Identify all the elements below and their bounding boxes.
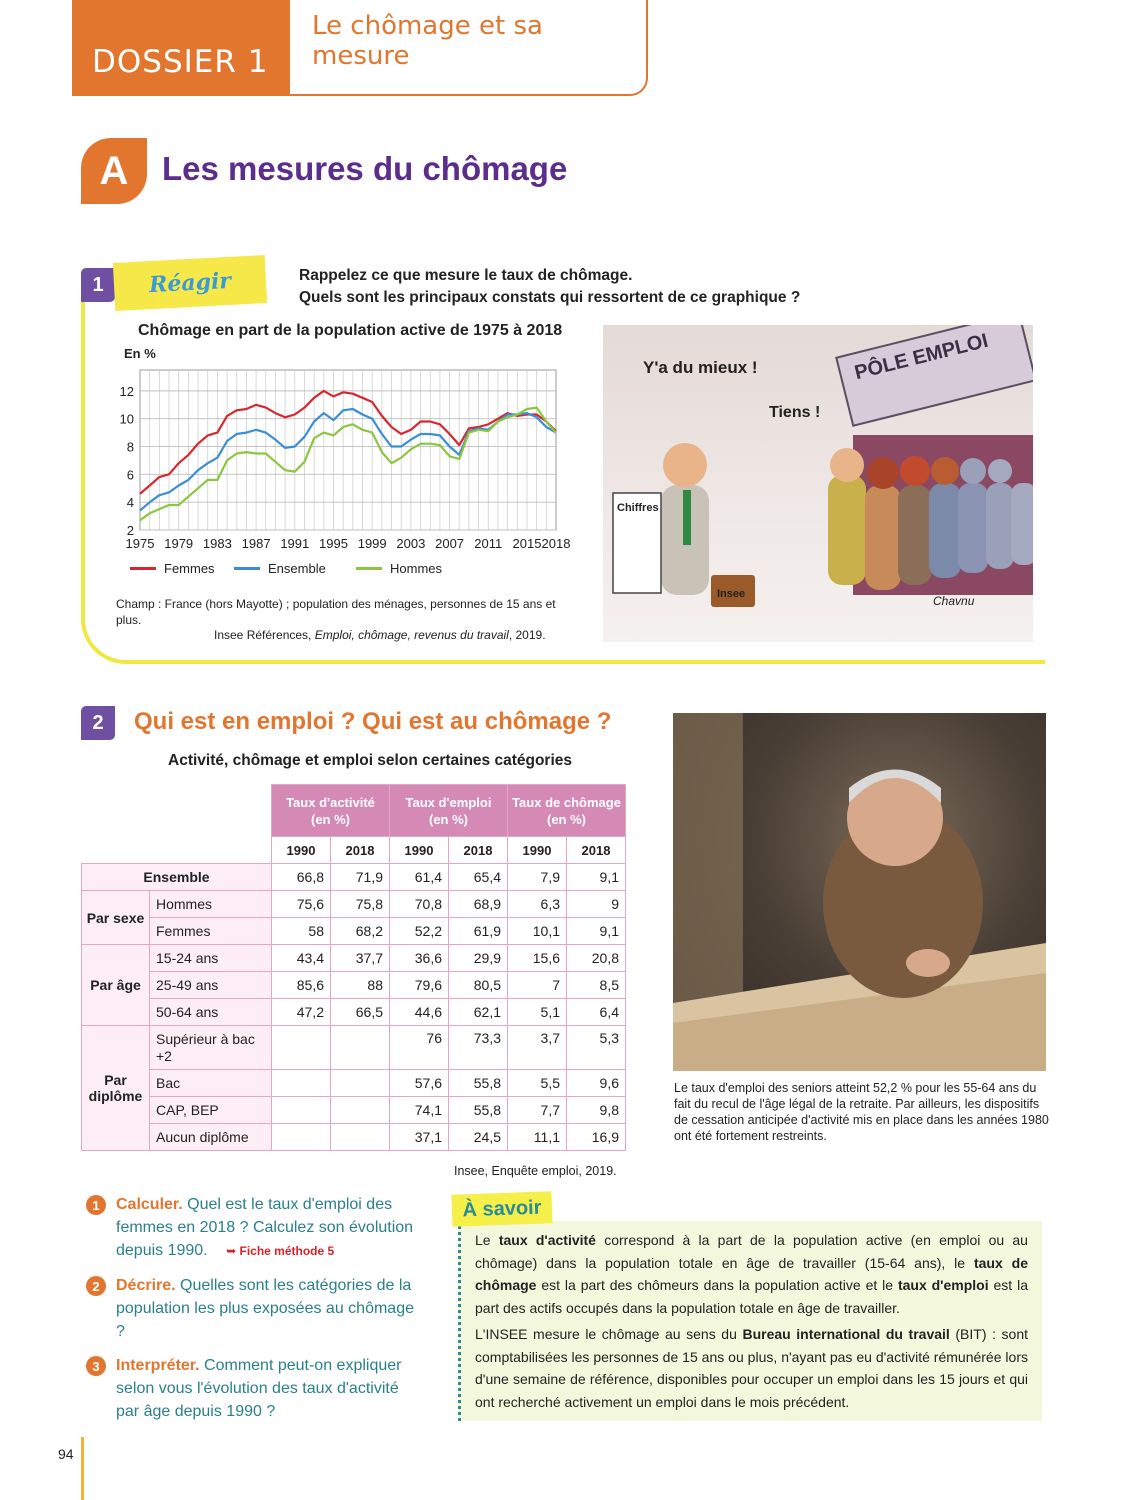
row-label: Ensemble [82, 864, 272, 891]
x-tick-label: 1995 [319, 536, 348, 551]
cell: 75,6 [272, 891, 331, 918]
year-cell: 2018 [449, 837, 508, 864]
cell: 55,8 [449, 1097, 508, 1124]
section-letter: A [81, 138, 147, 204]
group-label: Par sexe [82, 891, 150, 945]
cell: 16,9 [567, 1124, 626, 1151]
cell: 37,1 [390, 1124, 449, 1151]
activity-table [81, 784, 626, 1151]
cell: 68,2 [331, 918, 390, 945]
table-row [82, 945, 626, 972]
question-number: 2 [86, 1276, 106, 1296]
doc1-question-2: Quels sont les principaux constats qui ressortent de ce graphique ? [299, 289, 801, 306]
cell: 79,6 [390, 972, 449, 999]
table-corner [82, 785, 272, 837]
row-label: 15-24 ans [150, 945, 272, 972]
row-label: Bac [150, 1070, 272, 1097]
legend-femmes [130, 561, 215, 576]
a-savoir-tag: À savoir [451, 1191, 552, 1226]
cell: 3,7 [508, 1026, 567, 1070]
cell [272, 1070, 331, 1097]
cell: 6,4 [567, 999, 626, 1026]
row-label: 50-64 ans [150, 999, 272, 1026]
cell: 37,7 [331, 945, 390, 972]
cell: 62,1 [449, 999, 508, 1026]
cell: 73,3 [449, 1026, 508, 1070]
speech-bubble-1: Y'a du mieux ! [643, 358, 758, 377]
speech-bubble-2: Tiens ! [769, 404, 821, 421]
table-row [82, 891, 626, 918]
x-tick-label: 2011 [474, 536, 503, 551]
cell: 65,4 [449, 864, 508, 891]
chart-y-unit: En % [124, 346, 156, 361]
cell: 7 [508, 972, 567, 999]
row-label: CAP, BEP [150, 1097, 272, 1124]
col-header-emploi: Taux d'emploi (en %) [390, 785, 508, 837]
cell: 5,3 [567, 1026, 626, 1070]
a-savoir-paragraph-2 [475, 1323, 1028, 1413]
table-row [82, 972, 626, 999]
key-term: taux de chômage [475, 1254, 1029, 1293]
cell: 5,5 [508, 1070, 567, 1097]
section-title: Les mesures du chômage [162, 150, 568, 187]
question-verb: Calculer. [116, 1196, 183, 1213]
cartoon-signature: Chavnu [933, 594, 975, 608]
cell: 10,1 [508, 918, 567, 945]
table-header-row [82, 785, 626, 837]
y-tick-label: 12 [119, 383, 134, 399]
year-cell: 1990 [390, 837, 449, 864]
question-text: Comment peut-on expliquer selon vous l'évolution des taux d'activité par âge depuis 1990 ? [116, 1357, 402, 1420]
legend-hommes-label: Hommes [390, 561, 443, 576]
cell: 66,8 [272, 864, 331, 891]
cell: 80,5 [449, 972, 508, 999]
x-tick-label: 2007 [435, 536, 465, 551]
col-header-chomage: Taux de chômage (en %) [508, 785, 626, 837]
table-title: Activité, chômage et emploi selon certaines catégories [168, 752, 573, 769]
paper-label: Chiffres [617, 502, 659, 514]
x-tick-label: 2003 [396, 536, 426, 551]
y-tick-label: 8 [126, 439, 134, 455]
legend-ensemble-label: Ensemble [268, 561, 326, 576]
cell [331, 1124, 390, 1151]
cell: 11,1 [508, 1124, 567, 1151]
cartoon-illustration [603, 325, 1033, 642]
key-term: taux d'activité [498, 1232, 596, 1248]
cell: 7,7 [508, 1097, 567, 1124]
a-savoir-paragraph-1 [475, 1229, 1028, 1319]
cell: 47,2 [272, 999, 331, 1026]
doc1-questions [299, 265, 859, 309]
cell: 44,6 [390, 999, 449, 1026]
y-tick-label: 2 [126, 523, 134, 538]
doc2-title: Qui est en emploi ? Qui est au chômage ? [134, 708, 612, 735]
cell: 5,1 [508, 999, 567, 1026]
cell: 8,5 [567, 972, 626, 999]
year-cell: 2018 [331, 837, 390, 864]
group-label: Par diplôme [82, 1026, 150, 1151]
question-item [86, 1274, 426, 1343]
chart-source-title: Emploi, chômage, revenus du travail [314, 628, 509, 642]
question-number: 1 [86, 1195, 106, 1215]
doc2-number: 2 [81, 706, 115, 740]
cell: 52,2 [390, 918, 449, 945]
group-label: Par âge [82, 945, 150, 1026]
cell: 6,3 [508, 891, 567, 918]
year-cell: 1990 [272, 837, 331, 864]
cell: 76 [390, 1026, 449, 1070]
question-number: 3 [86, 1356, 106, 1376]
legend-femmes-label: Femmes [164, 561, 215, 576]
dossier-title: Le chômage et sa mesure [290, 0, 648, 96]
page-number: 94 [58, 1446, 74, 1462]
text-segment: L'INSEE mesure le chômage au sens du [475, 1326, 743, 1342]
legend-ensemble-swatch [234, 567, 260, 570]
cell: 36,6 [390, 945, 449, 972]
pole-emploi-sign-text: PÔLE EMPLOI [852, 329, 991, 385]
table-row [82, 1026, 626, 1070]
reagir-tag: Réagir [113, 255, 267, 311]
cell [272, 1124, 331, 1151]
table-row [82, 1124, 626, 1151]
cell: 61,4 [390, 864, 449, 891]
table-row [82, 918, 626, 945]
cell: 9,8 [567, 1097, 626, 1124]
cell: 20,8 [567, 945, 626, 972]
fiche-methode-link[interactable] [226, 1244, 334, 1258]
cell: 58 [272, 918, 331, 945]
cell: 85,6 [272, 972, 331, 999]
table-row [82, 864, 626, 891]
cell [272, 1097, 331, 1124]
year-cell: 2018 [567, 837, 626, 864]
legend-ensemble [234, 561, 326, 576]
text-segment: est la part des actifs occupés dans la population totale en âge de travailler. [475, 1277, 1028, 1316]
chart-source-prefix: Insee Références, [214, 628, 315, 642]
fiche-methode-label: Fiche méthode 5 [239, 1244, 335, 1258]
cell: 61,9 [449, 918, 508, 945]
cell: 55,8 [449, 1070, 508, 1097]
question-text: Quelles sont les catégories de la population les plus exposées au chômage ? [116, 1277, 414, 1340]
row-label: Hommes [150, 891, 272, 918]
cell: 57,6 [390, 1070, 449, 1097]
dossier-label: DOSSIER 1 [72, 0, 290, 96]
key-term: taux d'emploi [897, 1277, 989, 1293]
cell: 24,5 [449, 1124, 508, 1151]
cell: 88 [331, 972, 390, 999]
col-header-activite: Taux d'activité (en %) [272, 785, 390, 837]
key-term: Bureau international du travail [742, 1326, 950, 1342]
case-label: Insee [717, 588, 746, 600]
cell: 70,8 [390, 891, 449, 918]
year-cell: 1990 [508, 837, 567, 864]
doc1-question-1: Rappelez ce que mesure le taux de chômage. [299, 267, 633, 284]
table-source: Insee, Enquête emploi, 2019. [454, 1164, 617, 1178]
question-text: Quel est le taux d'emploi des femmes en 2018 ? Calculez son évolution depuis 1990. [116, 1196, 414, 1259]
table-row [82, 999, 626, 1026]
cell: 75,8 [331, 891, 390, 918]
questions-list [86, 1193, 426, 1434]
cell: 66,5 [331, 999, 390, 1026]
x-tick-label: 2015 [512, 536, 542, 551]
cell: 68,9 [449, 891, 508, 918]
x-tick-label: 1979 [164, 536, 194, 551]
a-savoir-box [458, 1221, 1042, 1421]
y-tick-label: 6 [126, 467, 134, 483]
page-margin-bar [81, 1437, 84, 1500]
cell [331, 1026, 390, 1070]
row-label: Supérieur à bac +2 [150, 1026, 272, 1070]
text-segment: correspond à la part de la population active (en emploi ou au chômage) dans la population totale en âge de travailler (15-64 ans), le [475, 1232, 1028, 1271]
chart-note: Champ : France (hors Mayotte) ; population des ménages, personnes de 15 ans et plus. [116, 597, 556, 627]
line-chart [110, 366, 580, 556]
legend-hommes-swatch [356, 567, 382, 570]
table-years-corner [82, 837, 272, 864]
chart-source-suffix: , 2019. [508, 628, 546, 642]
presenter-figure [613, 443, 755, 607]
cell: 9,1 [567, 864, 626, 891]
photo-caption: Le taux d'emploi des seniors atteint 52,2 % pour les 55-64 ans du fait du recul de l'âge légal de la retraite. Par ailleurs, les dispositifs de cessation anticipée d'activité mis en place dans les années 1980 ont été fortement restreints. [674, 1081, 1049, 1143]
table-row [82, 1097, 626, 1124]
text-segment: (BIT) : sont comptabilisées les personnes de 15 ans ou plus, n'ayant pas eu d'activité rémunérée lors d'une semaine de référence, disponibles pour occuper un emploi dans les 15 jours et qui ont recherché activement un emploi dans le mois précédent. [475, 1326, 1029, 1410]
legend-femmes-swatch [130, 567, 156, 570]
cell: 9 [567, 891, 626, 918]
question-verb: Décrire. [116, 1277, 176, 1294]
row-label: 25-49 ans [150, 972, 272, 999]
table-row [82, 1070, 626, 1097]
cartoon-drawing [603, 325, 1033, 642]
question-item [86, 1354, 426, 1423]
cell: 71,9 [331, 864, 390, 891]
question-item [86, 1193, 426, 1263]
carpenter-photo-drawing [673, 713, 1046, 1071]
row-label: Aucun diplôme [150, 1124, 272, 1151]
carpenter-photo [673, 713, 1046, 1071]
cell [331, 1097, 390, 1124]
cell [272, 1026, 331, 1070]
x-tick-label: 1983 [202, 536, 232, 551]
cell: 15,6 [508, 945, 567, 972]
chart-title: Chômage en part de la population active de 1975 à 2018 [138, 322, 563, 339]
cell: 74,1 [390, 1097, 449, 1124]
text-segment: est la part des chômeurs dans la population active et le [536, 1277, 898, 1293]
question-verb: Interpréter. [116, 1357, 200, 1374]
table-years-row [82, 837, 626, 864]
y-tick-label: 10 [119, 411, 134, 427]
arrow-right-icon: ➥ [226, 1244, 240, 1258]
cell: 7,9 [508, 864, 567, 891]
x-tick-label: 2018 [541, 536, 571, 551]
doc1-number: 1 [81, 268, 115, 302]
cell: 43,4 [272, 945, 331, 972]
x-tick-label: 1987 [241, 536, 271, 551]
queue-people [828, 448, 1033, 590]
x-tick-label: 1975 [125, 536, 155, 551]
cell: 29,9 [449, 945, 508, 972]
cell: 9,6 [567, 1070, 626, 1097]
legend-hommes [356, 561, 442, 576]
chart-source [214, 628, 546, 642]
x-tick-label: 1991 [280, 536, 310, 551]
text-segment: Le [475, 1232, 499, 1248]
x-tick-label: 1999 [357, 536, 387, 551]
y-tick-label: 4 [126, 495, 134, 511]
cell: 9,1 [567, 918, 626, 945]
cell [331, 1070, 390, 1097]
row-label: Femmes [150, 918, 272, 945]
